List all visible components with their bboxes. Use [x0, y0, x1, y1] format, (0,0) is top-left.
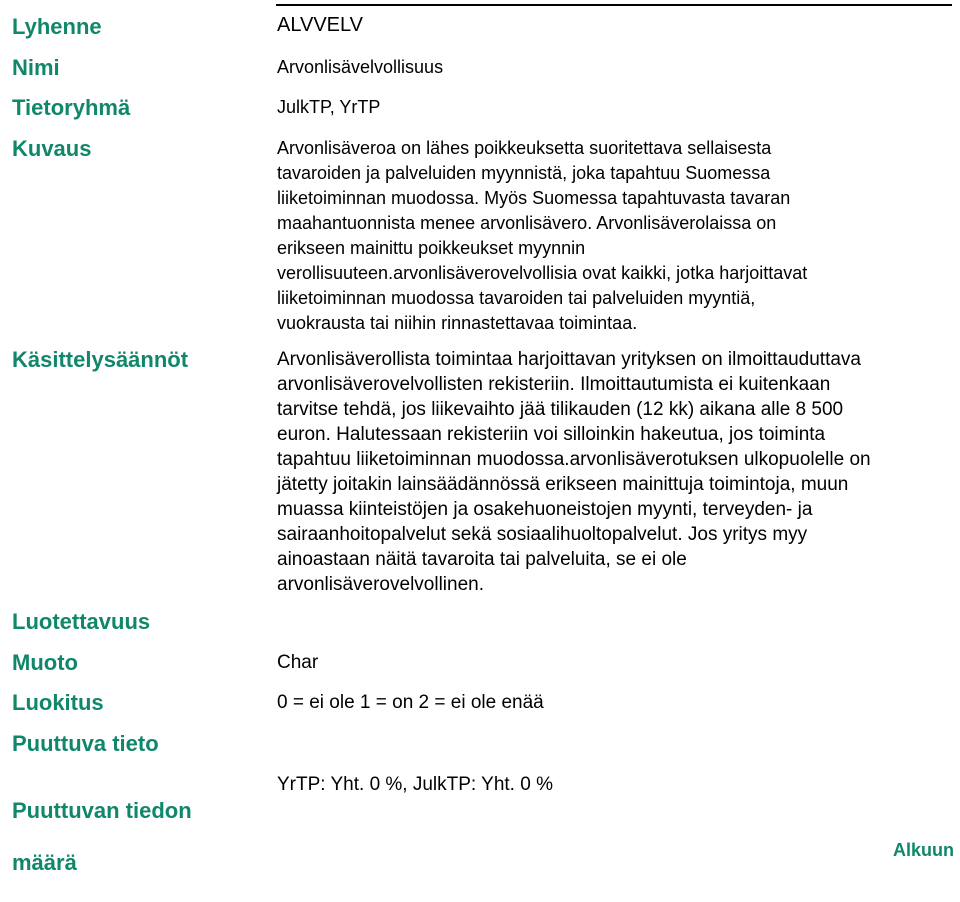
alkuun-link[interactable]: Alkuun [893, 840, 954, 860]
value-luokitus: 0 = ei ole 1 = on 2 = ei ole enää [277, 692, 544, 713]
value-kasittelysaannot [277, 347, 871, 597]
label-luokitus: Luokitus [12, 690, 104, 715]
value-lyhenne: ALVVELV [277, 14, 363, 36]
kuvaus-line: tavaroiden ja palveluiden myynnistä, joka tapahtuu Suomessa [277, 163, 771, 183]
label-puuttuvan-tiedon-maara [12, 772, 192, 902]
kasittelysaannot-line: ainoastaan näitä tavaroita tai palveluita, se ei ole [277, 549, 687, 570]
label-puuttuva-tieto: Puuttuva tieto [12, 731, 159, 756]
kasittelysaannot-line: sairaanhoitopalvelut sekä sosiaalihuoltopalvelut. Jos yritys myy [277, 524, 808, 545]
kuvaus-line: liiketoiminnan muodossa. Myös Suomessa tapahtuvasta tavaran [277, 188, 791, 208]
label-lyhenne: Lyhenne [12, 14, 102, 39]
value-tietoryhma: JulkTP, YrTP [277, 97, 381, 117]
kuvaus-line: liiketoiminnan muodossa tavaroiden tai palveluiden myyntiä, [277, 288, 756, 308]
label-puuttuvan-tiedon-maara-line-1: Puuttuvan tiedon [12, 798, 192, 823]
value-muoto: Char [277, 652, 319, 673]
label-kuvaus: Kuvaus [12, 136, 92, 161]
kuvaus-line: vuokrausta tai niihin rinnastettavaa toimintaa. [277, 313, 638, 333]
kasittelysaannot-line: muassa kiinteistöjen ja osakehuoneistojen myynti, terveyden- ja [277, 499, 813, 520]
kuvaus-line: erikseen mainittu poikkeukset myynnin [277, 238, 586, 258]
top-divider [276, 4, 952, 6]
label-puuttuvan-tiedon-maara-line-2: määrä [12, 850, 77, 875]
kasittelysaannot-line: euron. Halutessaan rekisteriin voi silloinkin hakeutua, jos toiminta [277, 424, 826, 445]
kasittelysaannot-line: Arvonlisäverollista toimintaa harjoittavan yrityksen on ilmoittauduttava [277, 349, 861, 370]
label-kasittelysaannot: Käsittelysäännöt [12, 347, 189, 372]
kasittelysaannot-line: arvonlisäverovelvollisten rekisteriin. Ilmoittautumista ei kuitenkaan [277, 374, 831, 395]
value-puuttuvan-tiedon-maara: YrTP: Yht. 0 %, JulkTP: Yht. 0 % [277, 774, 553, 795]
kuvaus-line: Arvonlisäveroa on lähes poikkeuksetta suoritettava sellaisesta [277, 138, 772, 158]
value-nimi: Arvonlisävelvollisuus [277, 57, 444, 77]
kasittelysaannot-line: tarvitse tehdä, jos liikevaihto jää tilikauden (12 kk) aikana alle 8 500 [277, 399, 844, 420]
label-tietoryhma: Tietoryhmä [12, 95, 131, 120]
kuvaus-line: maahantuonnista menee arvonlisävero. Arvonlisäverolaissa on [277, 213, 777, 233]
kasittelysaannot-line: arvonlisäverovelvollinen. [277, 574, 484, 595]
kuvaus-line: verollisuuteen.arvonlisäverovelvollisia ovat kaikki, jotka harjoittavat [277, 263, 808, 283]
label-luotettavuus: Luotettavuus [12, 609, 151, 634]
label-nimi: Nimi [12, 55, 60, 80]
value-kuvaus [277, 136, 807, 336]
kasittelysaannot-line: jätetty joitakin lainsäädännössä erikseen mainittuja toimintoja, muun [277, 474, 849, 495]
kasittelysaannot-line: tapahtuu liiketoiminnan muodossa.arvonlisäverotuksen ulkopuolelle on [277, 449, 871, 470]
label-muoto: Muoto [12, 650, 78, 675]
